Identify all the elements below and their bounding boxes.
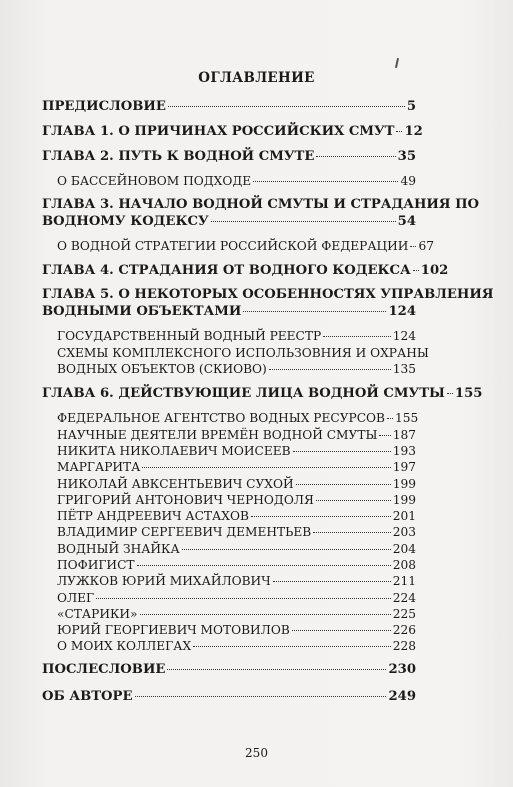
leader-dots bbox=[182, 549, 391, 550]
leader-dots bbox=[447, 393, 453, 394]
toc-entry-label: О БАССЕЙНОВОМ ПОДХОДЕ bbox=[57, 174, 252, 188]
toc-entry-chapter-2[interactable] bbox=[42, 149, 416, 165]
toc-entry-label: ГЛАВА 1. О ПРИЧИНАХ РОССИЙСКИХ СМУТ bbox=[42, 124, 395, 139]
toc-entry-section[interactable] bbox=[57, 328, 416, 344]
leader-dots bbox=[316, 500, 391, 501]
toc-entry-label: МАРГАРИТА bbox=[57, 460, 141, 474]
toc-entry-section[interactable] bbox=[57, 361, 416, 377]
toc-entry-label: ЮРИЙ ГЕОРГИЕВИЧ МОТОВИЛОВ bbox=[57, 623, 290, 637]
toc-entry-chapter-3-line1[interactable]: ГЛАВА 3. НАЧАЛО ВОДНОЙ СМУТЫ И СТРАДАНИЯ ПО bbox=[42, 197, 480, 212]
toc-entry-page: 204 bbox=[392, 542, 416, 556]
toc-entry-label: ГЛАВА 6. ДЕЙСТВУЮЩИЕ ЛИЦА ВОДНОЙ СМУТЫ bbox=[42, 386, 445, 401]
leader-dots bbox=[292, 630, 391, 631]
toc-entry-chapter-6[interactable] bbox=[42, 386, 483, 402]
leader-dots bbox=[273, 581, 391, 582]
toc-entry-page: 249 bbox=[388, 689, 416, 704]
toc-entry-page: 102 bbox=[420, 263, 449, 278]
leader-dots bbox=[193, 646, 391, 647]
toc-entry-label: ПОСЛЕСЛОВИЕ bbox=[42, 662, 166, 677]
leader-dots bbox=[137, 565, 391, 566]
toc-entry-preface[interactable] bbox=[42, 99, 416, 115]
toc-entry-section[interactable] bbox=[57, 606, 416, 622]
toc-entry-label: ВОДНОМУ КОДЕКСУ bbox=[42, 214, 209, 229]
toc-entry-section[interactable] bbox=[57, 622, 416, 638]
leader-dots bbox=[243, 311, 386, 312]
leader-dots bbox=[142, 467, 390, 468]
toc-entry-label: ГЛАВА 4. СТРАДАНИЯ ОТ ВОДНОГО КОДЕКСА bbox=[42, 263, 411, 278]
toc-entry-chapter-4[interactable] bbox=[42, 263, 449, 279]
toc-entry-section-line1[interactable]: СХЕМЫ КОМПЛЕКСНОГО ИСПОЛЬЗОВНИЯ И ОХРАНЫ bbox=[57, 346, 429, 360]
toc-entry-chapter-1[interactable] bbox=[42, 124, 423, 140]
toc-entry-label: ВОДНЫХ ОБЪЕКТОВ (СКИОВО) bbox=[57, 362, 267, 376]
leader-dots bbox=[293, 451, 391, 452]
toc-entry-label: ВЛАДИМИР СЕРГЕЕВИЧ ДЕМЕНТЬЕВ bbox=[57, 525, 312, 539]
toc-entry-page: 5 bbox=[406, 99, 416, 114]
toc-entry-page: 135 bbox=[392, 362, 416, 376]
toc-entry-page: 203 bbox=[392, 525, 416, 539]
toc-entry-label: ГОСУДАРСТВЕННЫЙ ВОДНЫЙ РЕЕСТР bbox=[57, 329, 322, 343]
leader-dots bbox=[135, 696, 387, 697]
toc-entry-section[interactable] bbox=[57, 443, 416, 459]
toc-entry-section[interactable] bbox=[57, 173, 416, 189]
toc-entry-about-author[interactable] bbox=[42, 689, 416, 705]
toc-entry-chapter-5[interactable] bbox=[42, 304, 416, 320]
toc-entry-page: 35 bbox=[397, 149, 416, 164]
toc-entry-page: 187 bbox=[392, 428, 416, 442]
toc-entry-page: 49 bbox=[400, 174, 416, 188]
toc-entry-page: 155 bbox=[394, 411, 419, 425]
toc-entry-section[interactable] bbox=[57, 410, 419, 426]
toc-entry-section[interactable] bbox=[57, 638, 416, 654]
toc-entry-section[interactable] bbox=[57, 524, 416, 540]
page-number: 250 bbox=[245, 746, 268, 760]
toc-entry-page: 226 bbox=[392, 623, 416, 637]
leader-dots bbox=[269, 369, 391, 370]
leader-dots bbox=[168, 106, 405, 107]
toc-entry-label: ВОДНЫМИ ОБЪЕКТАМИ bbox=[42, 304, 242, 319]
toc-entry-page: 225 bbox=[392, 607, 416, 621]
toc-entry-section[interactable] bbox=[57, 573, 416, 589]
toc-entry-label: НАУЧНЫЕ ДЕЯТЕЛИ ВРЕМЁН ВОДНОЙ СМУТЫ bbox=[57, 428, 378, 442]
toc-entry-section[interactable] bbox=[57, 541, 416, 557]
toc-entry-page: 224 bbox=[392, 591, 416, 605]
toc-entry-label: ЛУЖКОВ ЮРИЙ МИХАЙЛОВИЧ bbox=[57, 574, 271, 588]
leader-dots bbox=[253, 181, 398, 182]
toc-entry-page: 124 bbox=[392, 329, 416, 343]
leader-dots bbox=[410, 246, 416, 247]
toc-entry-label: ГЛАВА 2. ПУТЬ К ВОДНОЙ СМУТЕ bbox=[42, 149, 315, 164]
toc-entry-page: 208 bbox=[392, 558, 416, 572]
toc-title: ОГЛАВЛЕНИЕ bbox=[198, 70, 315, 86]
toc-entry-section[interactable] bbox=[57, 590, 416, 606]
toc-entry-page: 230 bbox=[388, 662, 416, 677]
toc-entry-label: ПЁТР АНДРЕЕВИЧ АСТАХОВ bbox=[57, 509, 249, 523]
toc-entry-label: ВОДНЫЙ ЗНАЙКА bbox=[57, 542, 180, 556]
toc-entry-page: 199 bbox=[392, 477, 416, 491]
leader-dots bbox=[140, 614, 391, 615]
toc-entry-page: 54 bbox=[397, 214, 416, 229]
toc-entry-page: 155 bbox=[454, 386, 483, 401]
toc-entry-label: ФЕДЕРАЛЬНОЕ АГЕНТСТВО ВОДНЫХ РЕСУРСОВ bbox=[57, 411, 385, 425]
toc-entry-label: НИКОЛАЙ АВКСЕНТЬЕВИЧ СУХОЙ bbox=[57, 477, 294, 491]
toc-entry-page: 197 bbox=[392, 460, 416, 474]
toc-entry-label: О МОИХ КОЛЛЕГАХ bbox=[57, 639, 192, 653]
leader-dots bbox=[387, 418, 393, 419]
leader-dots bbox=[413, 270, 419, 271]
toc-entry-label: ОЛЕГ bbox=[57, 591, 95, 605]
leader-dots bbox=[211, 221, 396, 222]
toc-entry-page: 211 bbox=[392, 574, 416, 588]
leader-dots bbox=[167, 669, 386, 670]
toc-entry-section[interactable] bbox=[57, 492, 416, 508]
leader-dots bbox=[316, 156, 395, 157]
toc-entry-page: 193 bbox=[392, 444, 416, 458]
toc-entry-section[interactable] bbox=[57, 459, 416, 475]
leader-dots bbox=[396, 131, 402, 132]
toc-entry-chapter-3[interactable] bbox=[42, 214, 416, 230]
toc-entry-label: «СТАРИКИ» bbox=[57, 607, 138, 621]
toc-entry-label: ГРИГОРИЙ АНТОНОВИЧ ЧЕРНОДОЛЯ bbox=[57, 493, 314, 507]
toc-entry-label: ПОФИГИСТ bbox=[57, 558, 135, 572]
toc-entry-page: 124 bbox=[388, 304, 416, 319]
leader-dots bbox=[323, 336, 391, 337]
leader-dots bbox=[296, 484, 391, 485]
leader-dots bbox=[313, 532, 390, 533]
leader-dots bbox=[251, 516, 391, 517]
toc-entry-label: ОБ АВТОРЕ bbox=[42, 689, 133, 704]
toc-entry-section[interactable] bbox=[57, 508, 416, 524]
toc-entry-label: О ВОДНОЙ СТРАТЕГИИ РОССИЙСКОЙ ФЕДЕРАЦИИ bbox=[57, 239, 409, 253]
toc-entry-section[interactable] bbox=[57, 476, 416, 492]
toc-entry-chapter-5-line1[interactable]: ГЛАВА 5. О НЕКОТОРЫХ ОСОБЕННОСТЯХ УПРАВЛЕНИЯ bbox=[42, 287, 494, 302]
leader-dots bbox=[379, 435, 390, 436]
toc-entry-page: 199 bbox=[392, 493, 416, 507]
toc-entry-label: НИКИТА НИКОЛАЕВИЧ МОИСЕЕВ bbox=[57, 444, 291, 458]
leader-dots bbox=[96, 598, 391, 599]
toc-entry-page: 67 bbox=[418, 239, 434, 253]
toc-entry-afterword[interactable] bbox=[42, 662, 416, 678]
toc-entry-section[interactable] bbox=[57, 557, 416, 573]
toc-entry-page: 201 bbox=[392, 509, 416, 523]
toc-entry-page: 228 bbox=[392, 639, 416, 653]
toc-entry-section[interactable] bbox=[57, 427, 416, 443]
toc-entry-label: ПРЕДИСЛОВИЕ bbox=[42, 99, 166, 114]
toc-entry-page: 12 bbox=[404, 124, 423, 139]
toc-entry-section[interactable] bbox=[57, 238, 434, 254]
